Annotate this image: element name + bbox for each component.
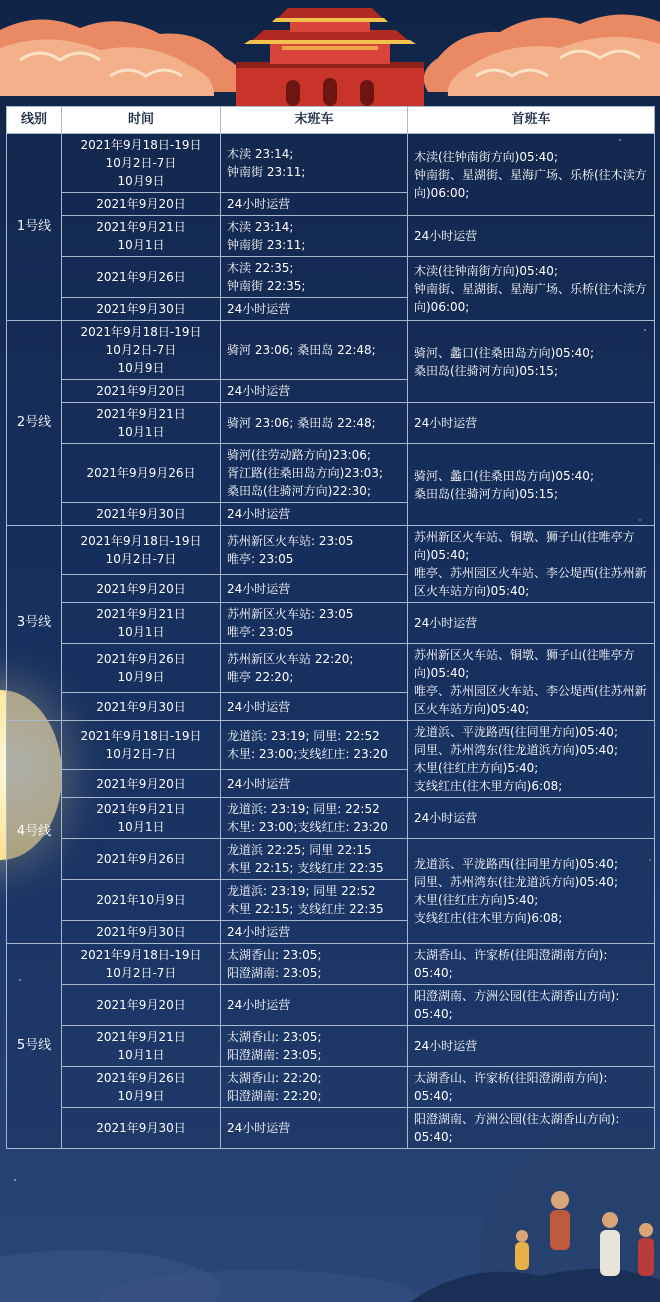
header-first-train: 首班车 [408, 107, 655, 134]
line-name-cell: 5号线 [7, 944, 62, 1149]
time-cell: 2021年9月20日 [62, 770, 221, 798]
table-row [7, 798, 655, 839]
first-train-cell: 龙道浜、平泷路西(往同里方向)05:40; 同里、苏州湾东(往龙道浜方向)05:40; 木里(往红庄方向)5:40; 支线红庄(往木里方向)6:08; [408, 721, 655, 798]
time-cell: 2021年9月30日 [62, 1108, 221, 1149]
header-line: 线别 [7, 107, 62, 134]
last-train-cell: 24小时运营 [221, 693, 408, 721]
first-train-cell: 苏州新区火车站、铜墩、狮子山(往唯亭方向)05:40; 唯亭、苏州园区火车站、李公堤西(往苏州新区火车站方向)05:40; [408, 526, 655, 603]
last-train-cell: 龙道浜: 23:19; 同里: 22:52 木里: 23:00;支线红庄: 23:20 [221, 798, 408, 839]
line-name-cell: 3号线 [7, 526, 62, 721]
first-train-cell: 太湖香山、许家桥(往阳澄湖南方向): 05:40; [408, 944, 655, 985]
last-train-cell: 龙道浜: 23:19; 同里: 22:52 木里: 23:00;支线红庄: 23:20 [221, 721, 408, 770]
table-row [7, 321, 655, 380]
first-train-cell: 木渎(往钟南街方向)05:40; 钟南街、星湖街、星海广场、乐桥(往木渎方向)06:00; [408, 134, 655, 216]
time-cell: 2021年9月18日-19日 10月2日-7日 [62, 944, 221, 985]
time-cell: 2021年9月26日 [62, 257, 221, 298]
table-row [7, 1108, 655, 1149]
header-last-train: 末班车 [221, 107, 408, 134]
table-header-row [7, 107, 655, 134]
left-cloud-icon [0, 19, 243, 96]
last-train-cell: 苏州新区火车站 22:20; 唯亭 22:20; [221, 644, 408, 693]
last-train-cell: 太湖香山: 23:05; 阳澄湖南: 23:05; [221, 944, 408, 985]
time-cell: 2021年9月30日 [62, 503, 221, 526]
last-train-cell: 骑河 23:06; 桑田岛 22:48; [221, 403, 408, 444]
last-train-cell: 24小时运营 [221, 380, 408, 403]
table-row [7, 134, 655, 193]
first-train-cell: 阳澄湖南、方洲公园(往太湖香山方向): 05:40; [408, 985, 655, 1026]
table-row [7, 985, 655, 1026]
time-cell: 2021年9月30日 [62, 298, 221, 321]
last-train-cell: 24小时运营 [221, 770, 408, 798]
last-train-cell: 木渎 23:14; 钟南街 23:11; [221, 216, 408, 257]
first-train-cell: 骑河、蠡口(往桑田岛方向)05:40; 桑田岛(往骑河方向)05:15; [408, 444, 655, 526]
time-cell: 2021年9月20日 [62, 985, 221, 1026]
last-train-cell: 24小时运营 [221, 298, 408, 321]
last-train-cell: 24小时运营 [221, 1108, 408, 1149]
last-train-cell: 24小时运营 [221, 921, 408, 944]
time-cell: 2021年9月26日 [62, 839, 221, 880]
first-train-cell: 24小时运营 [408, 403, 655, 444]
table-row [7, 1067, 655, 1108]
table-row [7, 526, 655, 575]
line-name-cell: 4号线 [7, 721, 62, 944]
table-row [7, 721, 655, 770]
table-row [7, 603, 655, 644]
first-train-cell: 太湖香山、许家桥(往阳澄湖南方向): 05:40; [408, 1067, 655, 1108]
time-cell: 2021年9月21日 10月1日 [62, 603, 221, 644]
table-row [7, 444, 655, 503]
table-row [7, 944, 655, 985]
palace-and-clouds-header-art [0, 0, 660, 110]
time-cell: 2021年9月21日 10月1日 [62, 216, 221, 257]
first-train-cell: 苏州新区火车站、铜墩、狮子山(往唯亭方向)05:40; 唯亭、苏州园区火车站、李公堤西(往苏州新区火车站方向)05:40; [408, 644, 655, 721]
first-train-cell: 24小时运营 [408, 1026, 655, 1067]
first-train-cell: 24小时运营 [408, 798, 655, 839]
right-cloud-icon [424, 14, 660, 96]
time-cell: 2021年9月21日 10月1日 [62, 1026, 221, 1067]
last-train-cell: 24小时运营 [221, 985, 408, 1026]
last-train-cell: 苏州新区火车站: 23:05 唯亭: 23:05 [221, 603, 408, 644]
schedule-body [7, 134, 655, 1149]
line-name-cell: 1号线 [7, 134, 62, 321]
time-cell: 2021年9月21日 10月1日 [62, 403, 221, 444]
time-cell: 2021年9月21日 10月1日 [62, 798, 221, 839]
time-cell: 2021年9月9月26日 [62, 444, 221, 503]
time-cell: 2021年9月18日-19日 10月2日-7日 10月9日 [62, 134, 221, 193]
time-cell: 2021年9月30日 [62, 693, 221, 721]
time-cell: 2021年9月30日 [62, 921, 221, 944]
last-train-cell: 24小时运营 [221, 503, 408, 526]
table-row [7, 403, 655, 444]
last-train-cell: 24小时运营 [221, 193, 408, 216]
last-train-cell: 木渎 22:35; 钟南街 22:35; [221, 257, 408, 298]
table-row [7, 257, 655, 298]
time-cell: 2021年9月26日 10月9日 [62, 1067, 221, 1108]
table-row [7, 644, 655, 693]
table-row [7, 839, 655, 880]
table-row [7, 216, 655, 257]
line-name-cell: 2号线 [7, 321, 62, 526]
time-cell: 2021年9月26日 10月9日 [62, 644, 221, 693]
time-cell: 2021年9月20日 [62, 380, 221, 403]
first-train-cell: 阳澄湖南、方洲公园(往太湖香山方向): 05:40; [408, 1108, 655, 1149]
first-train-cell: 24小时运营 [408, 603, 655, 644]
first-train-cell: 骑河、蠡口(往桑田岛方向)05:40; 桑田岛(往骑河方向)05:15; [408, 321, 655, 403]
first-train-cell: 24小时运营 [408, 216, 655, 257]
time-cell: 2021年9月18日-19日 10月2日-7日 [62, 526, 221, 575]
time-cell: 2021年9月18日-19日 10月2日-7日 10月9日 [62, 321, 221, 380]
palace-icon [236, 8, 424, 106]
subway-schedule-table [6, 106, 655, 1149]
time-cell: 2021年9月18日-19日 10月2日-7日 [62, 721, 221, 770]
header-time: 时间 [62, 107, 221, 134]
time-cell: 2021年10月9日 [62, 880, 221, 921]
last-train-cell: 苏州新区火车站: 23:05 唯亭: 23:05 [221, 526, 408, 575]
last-train-cell: 龙道浜: 23:19; 同里 22:52 木里 22:15; 支线红庄 22:35 [221, 880, 408, 921]
time-cell: 2021年9月20日 [62, 193, 221, 216]
first-train-cell: 木渎(往钟南街方向)05:40; 钟南街、星湖街、星海广场、乐桥(往木渎方向)06:00; [408, 257, 655, 321]
last-train-cell: 龙道浜 22:25; 同里 22:15 木里 22:15; 支线红庄 22:35 [221, 839, 408, 880]
time-cell: 2021年9月20日 [62, 575, 221, 603]
last-train-cell: 太湖香山: 23:05; 阳澄湖南: 23:05; [221, 1026, 408, 1067]
last-train-cell: 太湖香山: 22:20; 阳澄湖南: 22:20; [221, 1067, 408, 1108]
last-train-cell: 木渎 23:14; 钟南街 23:11; [221, 134, 408, 193]
last-train-cell: 24小时运营 [221, 575, 408, 603]
last-train-cell: 骑河 23:06; 桑田岛 22:48; [221, 321, 408, 380]
table-row [7, 1026, 655, 1067]
first-train-cell: 龙道浜、平泷路西(往同里方向)05:40; 同里、苏州湾东(往龙道浜方向)05:40; 木里(往红庄方向)5:40; 支线红庄(往木里方向)6:08; [408, 839, 655, 944]
last-train-cell: 骑河(往劳动路方向)23:06; 胥江路(往桑田岛方向)23:03; 桑田岛(往骑河方向)22:30; [221, 444, 408, 503]
